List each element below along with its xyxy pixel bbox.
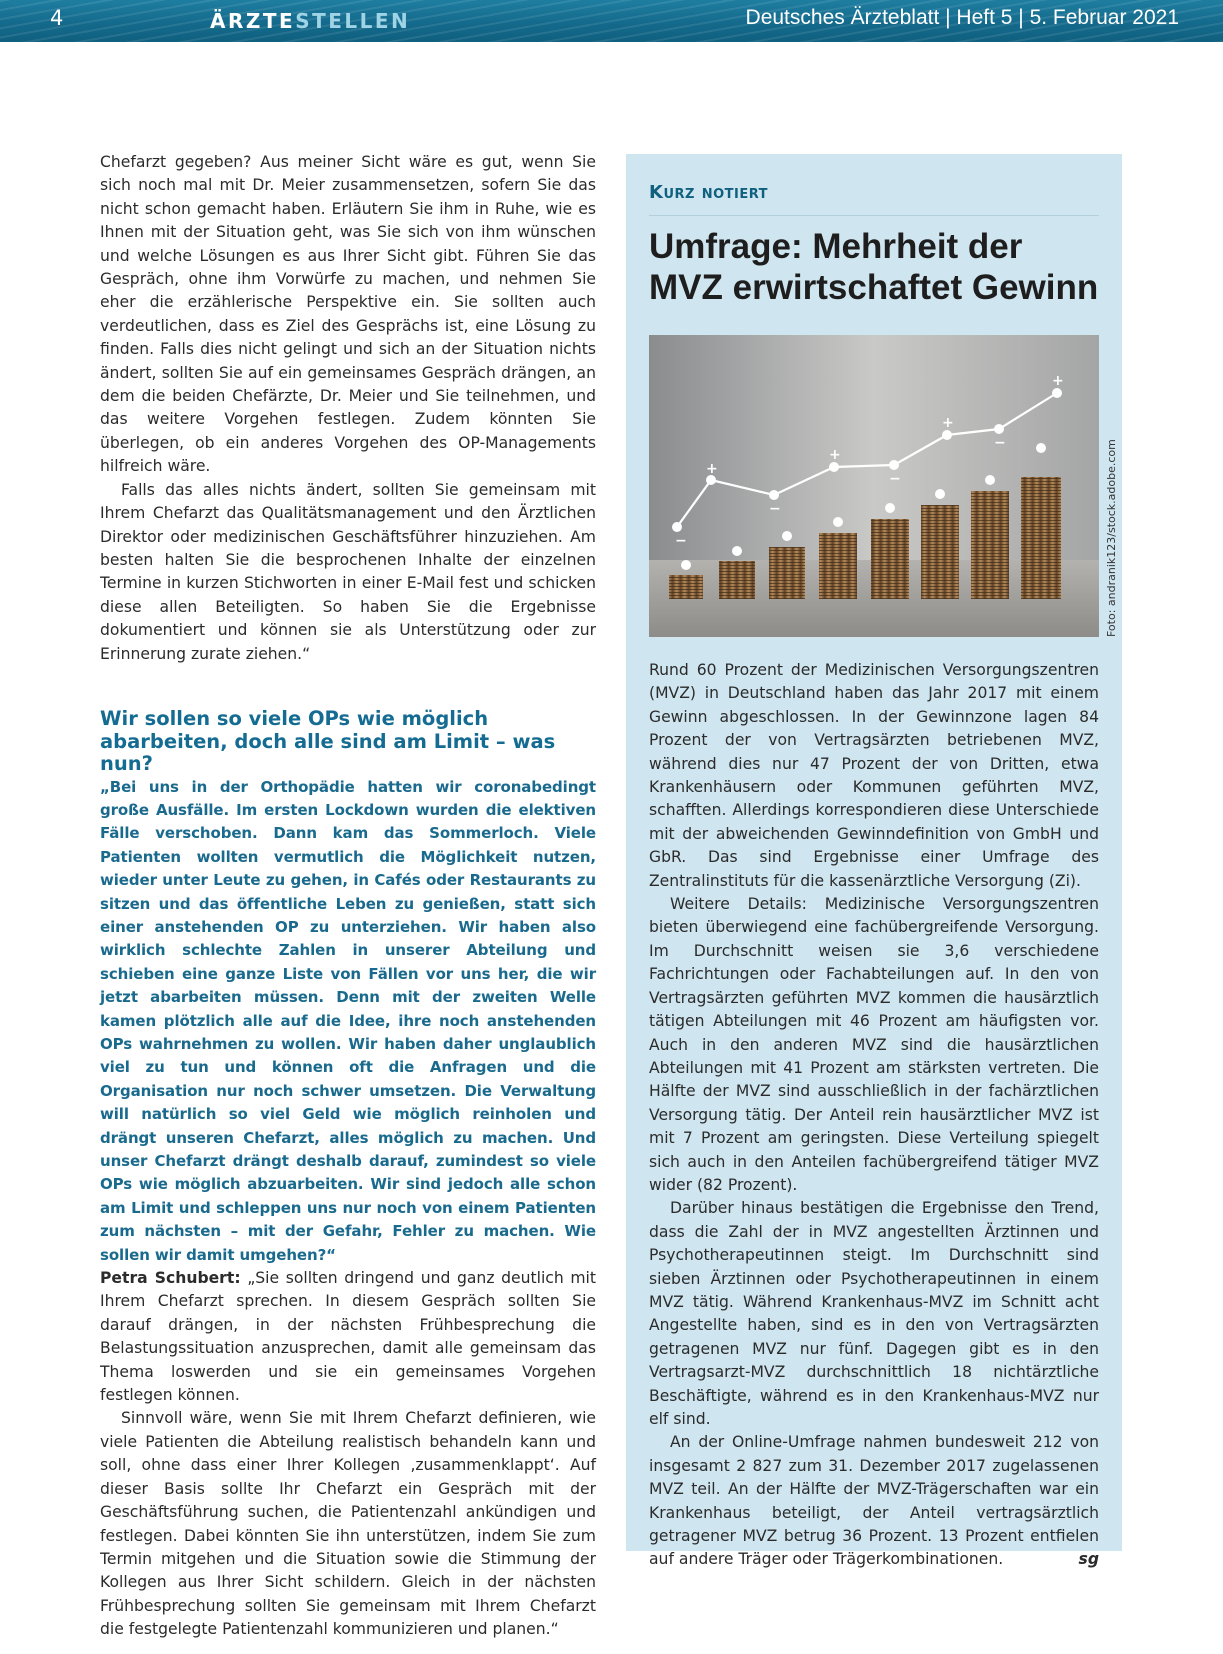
page-number: 4 xyxy=(50,6,64,30)
page-header xyxy=(0,0,1223,42)
svg-text:−: − xyxy=(675,533,687,549)
sidebar-paragraph-text: An der Online-Umfrage nahmen bundesweit 212 von insgesamt 2 827 zum 31. Dezember 2017 zugelassenen MVZ teil. An der Hälfte der MVZ-Trägerschaften war ein Krankenhaus beteiligt, der Anteil vertragsärztlich getragener MVZ betrug 36 Prozent. 13 Prozent entfielen auf andere Träger oder Trägerkombinationen. xyxy=(649,1433,1099,1569)
author-signature: sg xyxy=(1078,1550,1099,1569)
answer-author: Petra Schubert: xyxy=(100,1269,241,1288)
svg-text:+: + xyxy=(942,415,954,431)
sidebar-text xyxy=(649,659,1099,1572)
sidebar-paragraph-last xyxy=(649,1431,1099,1571)
sidebar-box xyxy=(626,154,1122,1569)
section-brand xyxy=(210,9,410,33)
answer-paragraph-2: Sinnvoll wäre, wenn Sie mit Ihrem Chefarzt definieren, wie viele Patienten die Abteilung realistisch behandeln kann und soll, ohne dass einer Ihrer Kollegen ‚zusammenklappt‘. Auf dieser Basis sollte Ihr Chefarzt ein Gespräch mit der Geschäftsführung suchen, die Patientenzahl ankündigen und festlegen. Dabei könnten Sie ihn unterstützen, indem Sie zum Termin mitgehen und die Situation sowie die Stimmung der Kollegen aus Ihrer Sicht schildern. Gleich in der nächsten Frühbesprechung sollten Sie gemeinsam mit Ihrem Chefarzt die festgelegte Patientenzahl kommunizieren und planen.“ xyxy=(100,1409,596,1639)
svg-text:+: + xyxy=(829,447,841,463)
answer-paragraph xyxy=(100,1267,596,1407)
body-paragraph: Chefarzt gegeben? Aus meiner Sicht wäre es gut, wenn Sie sich noch mal mit Dr. Meier zusammensetzen, sofern Sie das nicht schon gemacht haben. Erläutern Sie ihm in Ruhe, wie es Ihnen mit der Situation geht, was Sie sich von ihm wünschen und welche Lösungen es aus Ihrer Sicht gibt. Führen Sie das Gespräch, ohne ihm Vorwürfe zu machen, und nehmen Sie eher die erzählerische Perspektive ein. Sie sollten auch verdeutlichen, dass es Ziel des Gesprächs ist, eine Lösung zu finden. Falls dies nicht gelingt und sich an der Situation nichts ändert, sollten Sie auf ein gemeinsames Gespräch drängen, an dem die beiden Chefärzte, Dr. Meier und Sie teilnehmen, und das weitere Vorgehen festlegen. Zudem könnten Sie überlegen, ob ein anderes Vorgehen des OP-Managements hilfreich wäre. xyxy=(100,153,596,476)
question-section xyxy=(100,708,596,1642)
body-paragraph: Falls das alles nichts ändert, sollten Sie gemeinsam mit Ihrem Chefarzt das Qualitätsmanagement und den Ärztlichen Direktor oder medizinischen Geschäftsführer hinzuziehen. Am besten halten Sie die besprochenen Inhalte der einzelnen Termine in kurzen Stichworten in einer E-Mail fest und schicken diese allen Beteiligten. So haben Sie die Ergebnisse dokumentiert und können sie als Unterstützung oder zur Erinnerung zurate ziehen.“ xyxy=(100,480,596,663)
question-text: „Bei uns in der Orthopädie hatten wir coronabedingt große Ausfälle. Im ersten Lockdown wurden die elektiven Fälle verschoben. Dann kam das Sommerloch. Viele Patienten wollten vermutlich die Möglichkeit nutzen, wieder unter Leute zu gehen, in Cafés oder Restaurants zu sitzen und das öffentliche Leben zu genießen, statt sich einer anstehenden OP zu unterziehen. Wir haben also wirklich schlechte Zahlen in unserer Abteilung und schieben eine ganze Liste von Fällen vor uns her, die wir jetzt abarbeiten müssen. Denn mit der zweiten Welle kamen plötzlich alle auf die Idee, ihre noch anstehenden OPs wahrnehmen zu wollen. Wir haben daher unglaublich viel zu tun und können oft die Anfragen und die Organisation nur noch schwer umsetzen. Die Verwaltung will natürlich so viel Geld wie möglich reinholen und drängt unseren Chefarzt, alles möglich zu machen. Und unser Chefarzt drängt deshalb darauf, zumindest so viele OPs wie möglich abzuarbeiten. Wir sind jedoch alle schon am Limit und schleppen uns nur noch von einem Patienten zum nächsten – mit der Gefahr, Fehler zu machen. Wie sollen wir damit umgehen?“ xyxy=(100,777,596,1264)
sidebar-paragraph: Weitere Details: Medizinische Versorgungszentren bieten überwiegend eine fachübergreifende Versorgung. Im Durchschnitt weisen sie 3,6 verschiedene Fachrichtungen oder Fachabteilungen auf. In den von Vertragsärzten geführten MVZ kommen die hausärztlich tätigen Abteilungen mit 46 Prozent am häufigsten vor. Auch in den anderen MVZ sind die hausärztlichen Abteilungen mit 41 Prozent am stärksten vertreten. Die Hälfte der MVZ sind ausschließlich in der fachärztlichen Versorgung tätig. Der Anteil rein hausärztlicher MVZ ist mit 7 Prozent am geringsten. Diese Verteilung spiegelt sich auch in den Anteilen fachübergreifend tätiger MVZ wider (82 Prozent). xyxy=(649,895,1099,1194)
svg-text:+: + xyxy=(706,461,718,477)
svg-text:−: − xyxy=(994,435,1006,451)
svg-text:+: + xyxy=(1052,373,1064,389)
photo-credit: Foto: andranik123/stock.adobe.com xyxy=(1105,439,1118,637)
brand-part-1: ÄRZTE xyxy=(210,9,296,33)
sidebar-kicker: Kurz notiert xyxy=(649,182,1099,216)
issue-info: Deutsches Ärzteblatt | Heft 5 | 5. Februar 2021 xyxy=(745,6,1179,29)
svg-text:−: − xyxy=(769,501,781,517)
coin-stacks-photo xyxy=(649,335,1099,637)
sidebar-paragraph: Darüber hinaus bestätigen die Ergebnisse den Trend, dass die Zahl der in MVZ angestellten Ärztinnen und Psychotherapeutinnen steigt. Im Durchschnitt sind sieben Ärztinnen oder Psychotherapeutinnen in einem MVZ tätig. Während Krankenhaus-MVZ im Schnitt acht Angestellte haben, sind es in den von Vertragsärzten getragenen MVZ nur fünf. Dagegen gibt es in den Vertragsarzt-MVZ durchschnittlich 18 nichtärztliche Beschäftigte, während es in den Krankenhaus-MVZ nur elf sind. xyxy=(649,1199,1099,1428)
sidebar-title: Umfrage: Mehrheit der MVZ erwirtschaftet Gewinn xyxy=(649,227,1099,307)
question-heading: Wir sollen so viele OPs wie möglich abarbeiten, doch alle sind am Limit – was nun? xyxy=(100,707,556,775)
left-column-top xyxy=(100,151,596,666)
svg-text:−: − xyxy=(889,471,901,487)
answer-text: „Sie sollten dringend und ganz deutlich mit Ihrem Chefarzt sprechen. In diesem Gespräch sollten Sie darauf drängen, in der nächsten Frühbesprechung die Belastungssituation anzusprechen, damit alle gemeinsam das Thema loswerden und sie ein gemeinsames Vorgehen festlegen können. xyxy=(100,1269,596,1405)
brand-part-2: STELLEN xyxy=(295,9,411,33)
sidebar-paragraph: Rund 60 Prozent der Medizinischen Versorgungszentren (MVZ) in Deutschland haben das Jahr 2017 mit einem Gewinn abgeschlossen. In der Gewinnzone lagen 84 Prozent der von Vertragsärzten betriebenen MVZ, während dies nur 47 Prozent der von Dritten, etwa Krankenhäusern oder Kommunen geführten MVZ, schafften. Allerdings korrespondieren diese Unterschiede mit der abweichenden Gewinndefinition von GmbH und GbR. Das sind Ergebnisse einer Umfrage des Zentralinstituts für die kassenärztliche Versorgung (Zi). xyxy=(649,661,1099,890)
